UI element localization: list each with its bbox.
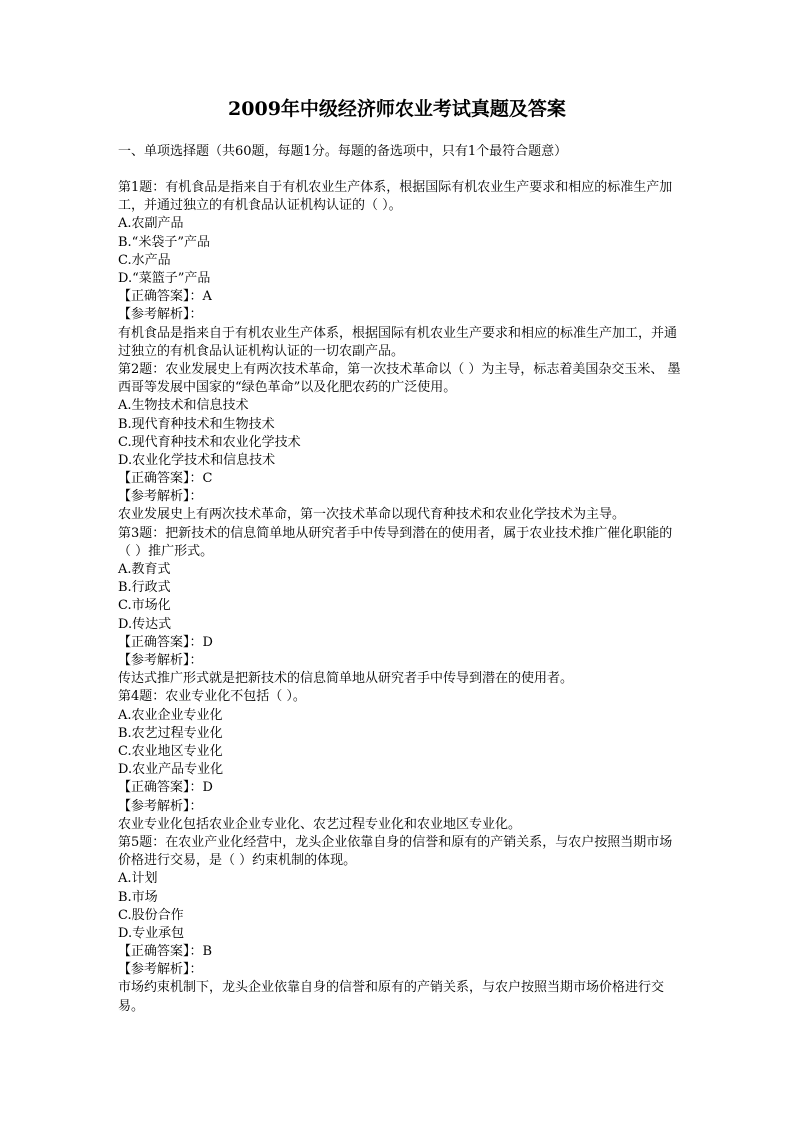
option-b: B.市场 (118, 889, 158, 905)
option-a: A.生物技术和信息技术 (118, 398, 249, 414)
option-b: B.现代育种技术和生物技术 (118, 416, 275, 432)
question-stem: 第1题：有机食品是指来自于有机农业生产体系，根据国际有机农业生产要求和相应的标准生产加工，并通过独立的有机食品认证机构认证的（ ）。 (118, 180, 673, 214)
section-intro: 一、单项选择题（共60题，每题1分。每题的备选项中，只有1个最符合题意） (118, 144, 568, 159)
question-stem: 第5题：在农业产业化经营中，龙头企业依靠自身的信誉和原有的产销关系，与农户按照当期市场价格进行交易，是（ ）约束机制的体现。 (118, 834, 673, 869)
analysis-text: 农业专业化包括农业企业专业化、农艺过程专业化和农业地区专业化。 (118, 816, 522, 832)
option-a: A.教育式 (118, 562, 171, 578)
option-d: D.农业产品专业化 (118, 762, 224, 778)
option-a: A.农业企业专业化 (118, 707, 223, 723)
option-a: A.计划 (118, 871, 158, 887)
option-b: B.农艺过程专业化 (118, 725, 223, 741)
answer-value: C (202, 471, 213, 487)
option-c: C.水产品 (118, 252, 171, 268)
answer-label: 【正确答案】： (118, 944, 203, 960)
option-d: D.传达式 (118, 616, 172, 632)
answer-value: D (202, 780, 213, 796)
answer-value: D (202, 634, 213, 650)
analysis-label: 【参考解析】： (118, 962, 203, 978)
analysis-text: 市场约束机制下，龙头企业依靠自身的信誉和原有的产销关系，与农户按照当期市场价格进行交易。 (118, 980, 665, 1014)
analysis-label: 【参考解析】： (118, 307, 203, 323)
question-stem: 第3题：把新技术的信息简单地从研究者手中传导到潜在的使用者，属于农业技术推广催化职能的（ ）推广形式。 (118, 525, 673, 559)
option-c: C.股份合作 (118, 907, 184, 923)
option-a: A.农副产品 (118, 216, 184, 232)
option-b: B.“米袋子”产品 (118, 234, 210, 250)
question-block (118, 179, 684, 361)
analysis-label: 【参考解析】： (118, 489, 203, 505)
question-stem: 第2题：农业发展史上有两次技术革命，第一次技术革命以（ ）为主导，标志着美国杂交玉米、 墨西哥等发展中国家的“绿色革命”以及化肥农药的广泛使用。 (118, 361, 681, 396)
answer-line (118, 779, 684, 797)
answer-line (118, 288, 684, 306)
analysis-text: 有机食品是指来自于有机农业生产体系，根据国际有机农业生产要求和相应的标准生产加工，并通过独立的有机食品认证机构认证的一切农副产品。 (118, 325, 678, 359)
option-b: B.行政式 (118, 580, 171, 596)
answer-value: B (202, 944, 213, 960)
answer-value: A (202, 289, 212, 305)
option-d: D.专业承包 (118, 925, 185, 941)
option-d: D.“菜篮子”产品 (118, 270, 211, 286)
question-stem: 第4题：农业专业化不包括（ ）。 (118, 689, 306, 705)
question-block (118, 834, 684, 1016)
analysis-text: 农业发展史上有两次技术革命，第一次技术革命以现代育种技术和农业化学技术为主导。 (118, 507, 626, 523)
answer-label: 【正确答案】： (118, 289, 203, 305)
answer-line (118, 943, 684, 961)
answer-label: 【正确答案】： (118, 471, 203, 487)
analysis-label: 【参考解析】： (118, 653, 203, 669)
question-list (118, 179, 684, 1016)
analysis-label: 【参考解析】： (118, 798, 203, 814)
option-d: D.农业化学技术和信息技术 (118, 452, 276, 468)
analysis-text: 传达式推广形式就是把新技术的信息简单地从研究者手中传导到潜在的使用者。 (118, 671, 574, 687)
question-block (118, 361, 684, 525)
option-c: C.市场化 (118, 598, 171, 614)
page-title: 2009年中级经济师农业考试真题及答案 (228, 98, 566, 120)
option-c: C.现代育种技术和农业化学技术 (118, 434, 301, 450)
question-block (118, 688, 684, 834)
answer-label: 【正确答案】： (118, 634, 203, 650)
answer-line (118, 634, 684, 652)
option-c: C.农业地区专业化 (118, 743, 223, 759)
question-block (118, 525, 684, 689)
answer-line (118, 470, 684, 488)
answer-label: 【正确答案】： (118, 780, 203, 796)
